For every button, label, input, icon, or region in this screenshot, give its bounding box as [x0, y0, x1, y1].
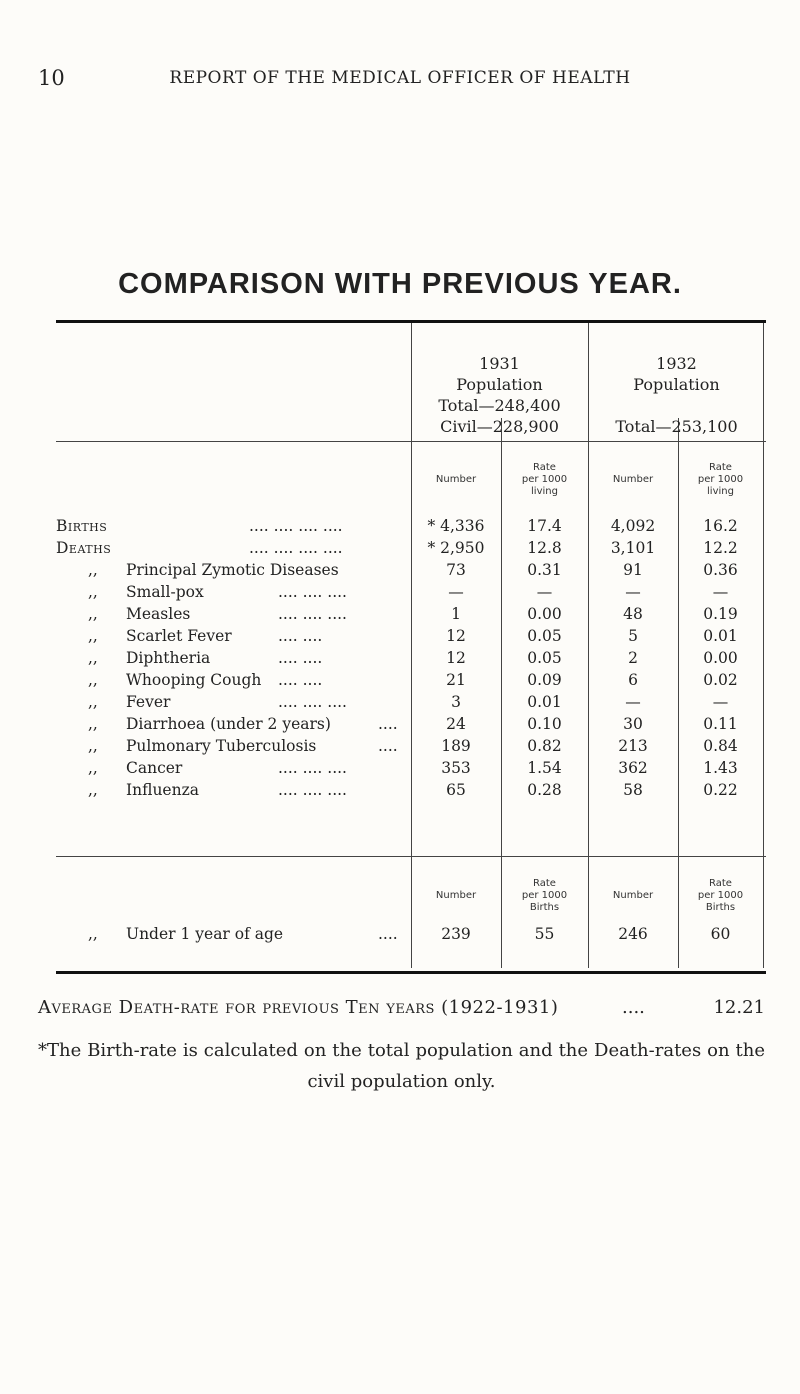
row-number-1932: 3,101 [610, 539, 656, 557]
subhdr-rate-living-1 [501, 462, 588, 498]
row-number-1932: 2 [628, 649, 638, 667]
row-prefix: ,, [88, 583, 98, 601]
row-prefix: ,, [88, 649, 98, 667]
year2-spacer [588, 395, 765, 416]
subhdr-rate-births-1 [501, 878, 588, 914]
row-dots: .... [378, 715, 398, 733]
row-dots: .... .... .... [278, 759, 347, 777]
row-rate-1931: — [536, 583, 553, 601]
row-rate-1931: 0.05 [527, 627, 562, 645]
table-row [56, 583, 766, 605]
row-label: Measles [126, 605, 191, 623]
row-rate-1931: 0.01 [527, 693, 562, 711]
row-rate-1932: 0.19 [703, 605, 738, 623]
subhdr-number-1: Number [435, 474, 477, 485]
row-label: Small-pox [126, 583, 204, 601]
per-1000: per 1000 [697, 890, 744, 901]
year1-line1: Population [456, 375, 543, 394]
row-number-1932: — [625, 583, 641, 601]
row-rate-1932: 0.01 [703, 627, 738, 645]
subhdr-rate-births-2 [678, 878, 763, 914]
rate-word: Rate [533, 462, 556, 473]
row-prefix: ,, [88, 737, 98, 755]
table-row [56, 759, 766, 781]
per-1000: per 1000 [521, 890, 568, 901]
row-prefix: ,, [88, 671, 98, 689]
row-dots: .... .... .... [278, 605, 347, 623]
row-dots: .... .... [278, 671, 323, 689]
births-word: Births [529, 902, 560, 913]
row-rate-1932: 0.00 [703, 649, 738, 667]
row-label: Cancer [126, 759, 183, 777]
row-number-1931: 12 [446, 627, 466, 645]
row-rate-1932: 1.43 [703, 759, 738, 777]
row-number-1931: * 4,336 [427, 517, 485, 535]
table-row [56, 539, 766, 561]
per-1000: per 1000 [521, 474, 568, 485]
row-rate-1932: — [712, 693, 729, 711]
row-rate-1932: 12.2 [703, 539, 738, 557]
row-number-1931: 3 [451, 693, 461, 711]
row-number-1932: 213 [618, 737, 648, 755]
row-number-1931: * 2,950 [427, 539, 485, 557]
row-label: Fever [126, 693, 171, 711]
page-title: COMPARISON WITH PREVIOUS YEAR. [118, 268, 682, 300]
table-row [56, 649, 766, 671]
row-rate-1931: 0.05 [527, 649, 562, 667]
row-rate-1931: 0.00 [527, 605, 562, 623]
row-prefix: ,, [88, 715, 98, 733]
row-prefix: ,, [88, 781, 98, 799]
row-dots: .... .... [278, 649, 323, 667]
year1-year: 1931 [479, 354, 520, 373]
row-label: Whooping Cough [126, 671, 262, 689]
row-dots: .... .... .... .... [249, 539, 343, 557]
table-rule-h2 [56, 856, 766, 857]
average-dots: .... [622, 997, 645, 1018]
row-dots: .... .... [278, 627, 323, 645]
row-label: Deaths [56, 539, 112, 557]
table-row [56, 693, 766, 715]
row-label: Scarlet Fever [126, 627, 232, 645]
row-prefix: ,, [88, 759, 98, 777]
year2-line2: Total—253,100 [615, 417, 738, 436]
row-dots: .... [378, 737, 398, 755]
row-number-1931: 73 [446, 561, 466, 579]
rate-word: Rate [533, 878, 556, 889]
table-rule-h1 [56, 441, 766, 442]
row-number-1932: — [625, 693, 641, 711]
average-text: Average Death-rate for previous Ten years (1922-1931) [38, 997, 559, 1018]
row-label: Diarrhoea (under 2 years) [126, 715, 331, 733]
row-prefix: ,, [88, 561, 98, 579]
row-label: Diphtheria [126, 649, 211, 667]
row-rate-1932: 0.36 [703, 561, 738, 579]
row-number-1931: 239 [441, 925, 471, 943]
row-label: Pulmonary Tuberculosis [126, 737, 317, 755]
row-number-1931: 353 [441, 759, 471, 777]
year2-header [588, 353, 765, 437]
row-rate-1931: 17.4 [527, 517, 562, 535]
row-rate-1931: 0.09 [527, 671, 562, 689]
row-rate-1931: 0.31 [527, 561, 562, 579]
row-number-1931: 21 [446, 671, 466, 689]
row-label: Under 1 year of age [126, 925, 284, 943]
table-row [56, 715, 766, 737]
row-rate-1932: 0.22 [703, 781, 738, 799]
table-row [56, 627, 766, 649]
subhdr-number-3: Number [435, 890, 477, 901]
table-row [56, 781, 766, 803]
row-prefix: ,, [88, 605, 98, 623]
row-prefix: ,, [88, 925, 98, 943]
row-number-1932: 6 [628, 671, 638, 689]
year1-line3: Civil—228,900 [440, 417, 559, 436]
row-rate-1932: 0.02 [703, 671, 738, 689]
row-number-1931: 189 [441, 737, 471, 755]
rate-word: Rate [709, 878, 732, 889]
row-number-1931: — [448, 583, 464, 601]
subhdr-number-4: Number [612, 890, 654, 901]
table-row [56, 517, 766, 539]
row-rate-1932: 0.11 [703, 715, 738, 733]
row-dots: .... [378, 925, 398, 943]
row-dots: .... .... .... [278, 781, 347, 799]
row-rate-1932: 16.2 [703, 517, 738, 535]
row-number-1932: 48 [623, 605, 643, 623]
row-rate-1931: 0.10 [527, 715, 562, 733]
row-number-1931: 24 [446, 715, 466, 733]
table-row [56, 561, 766, 583]
row-dots: .... .... .... .... [249, 517, 343, 535]
living-word: living [531, 486, 558, 497]
rate-word: Rate [709, 462, 732, 473]
row-rate-1932: 0.84 [703, 737, 738, 755]
row-rate-1932: — [712, 583, 729, 601]
row-number-1932: 246 [618, 925, 648, 943]
year1-header [411, 353, 588, 437]
row-rate-1931: 1.54 [527, 759, 562, 777]
row-number-1932: 5 [628, 627, 638, 645]
row-rate-1931: 0.82 [527, 737, 562, 755]
row-label: Principal Zymotic Diseases [126, 561, 339, 579]
row-rate-1931: 0.28 [527, 781, 562, 799]
row-label: Births [56, 517, 108, 535]
table-row [56, 671, 766, 693]
table-row [56, 605, 766, 627]
page-number: 10 [38, 66, 65, 90]
year2-line1: Population [633, 375, 720, 394]
average-value: 12.21 [713, 997, 765, 1018]
row-number-1932: 362 [618, 759, 648, 777]
subhdr-number-2: Number [612, 474, 654, 485]
comparison-table [56, 320, 766, 974]
running-head: REPORT OF THE MEDICAL OFFICER OF HEALTH [169, 68, 631, 88]
row-number-1932: 4,092 [610, 517, 656, 535]
row-prefix: ,, [88, 693, 98, 711]
row-number-1931: 65 [446, 781, 466, 799]
table-row [56, 737, 766, 759]
row-label: Influenza [126, 781, 199, 799]
row-rate-1931: 55 [534, 925, 555, 943]
row-dots: .... .... .... [278, 583, 347, 601]
year1-line2: Total—248,400 [438, 396, 561, 415]
row-number-1931: 1 [451, 605, 461, 623]
row-prefix: ,, [88, 627, 98, 645]
births-word: Births [705, 902, 736, 913]
row-dots: .... .... .... [278, 693, 347, 711]
per-1000: per 1000 [697, 474, 744, 485]
subhdr-rate-living-2 [678, 462, 763, 498]
row-rate-1931: 12.8 [527, 539, 562, 557]
row-rate-1932: 60 [710, 925, 731, 943]
row-number-1932: 58 [623, 781, 643, 799]
row-number-1932: 91 [623, 561, 643, 579]
infant-row [56, 925, 766, 947]
footnote: *The Birth-rate is calculated on the total population and the Death-rates on the civil population only. [38, 1040, 765, 1092]
year2-year: 1932 [656, 354, 697, 373]
row-number-1932: 30 [623, 715, 643, 733]
row-number-1931: 12 [446, 649, 466, 667]
living-word: living [707, 486, 734, 497]
